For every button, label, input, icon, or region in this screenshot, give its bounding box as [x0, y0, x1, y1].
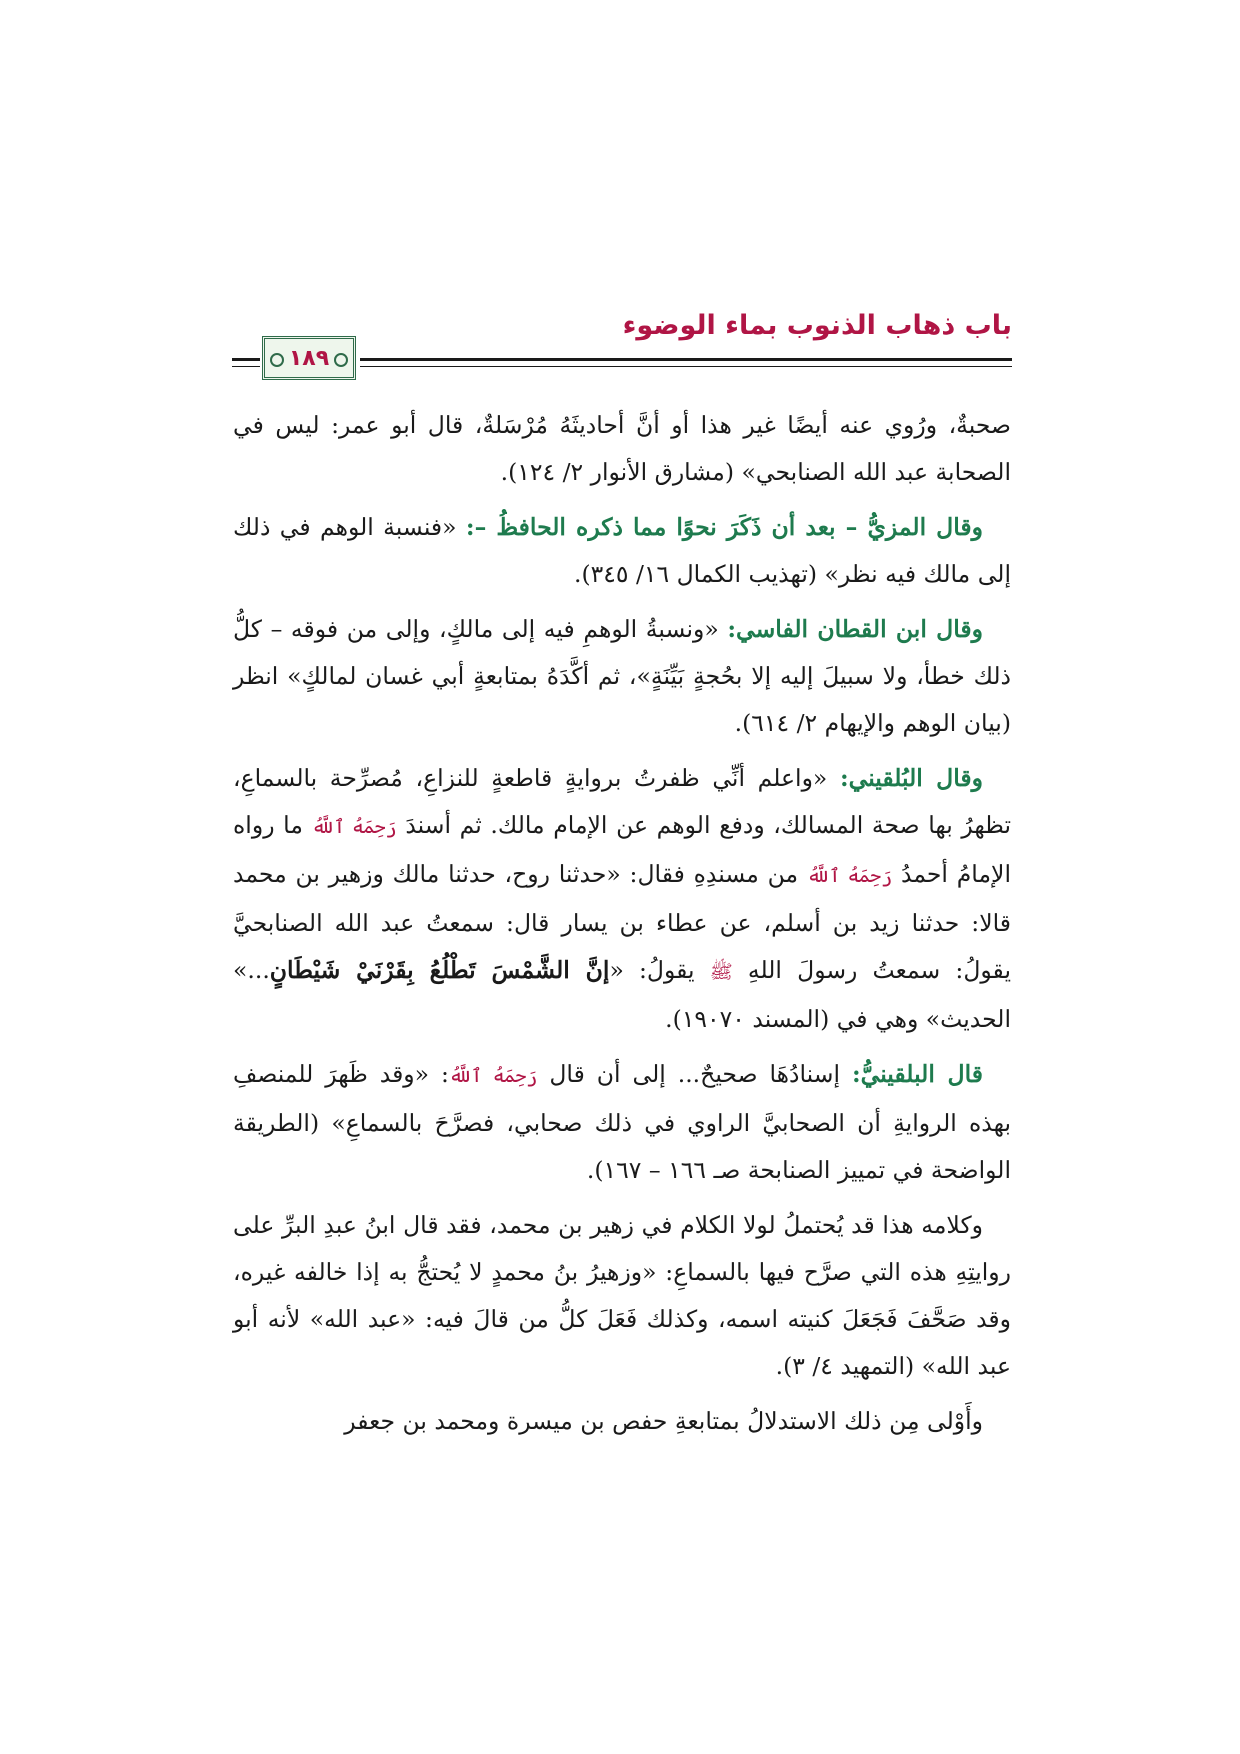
- paragraph-text: ما رواه الإمامُ أحمدُ: [233, 811, 1011, 888]
- rahimahullah-glyph: رَحِمَهُ ٱللَّهُ: [448, 1065, 538, 1087]
- header-rule-right: [360, 358, 1012, 364]
- page-header: [232, 296, 1012, 376]
- paragraph-text: ...» الحديث» وهي في (المسند ١٩٠٧٠).: [233, 956, 1011, 1033]
- header-rule-left: [232, 358, 260, 361]
- paragraph-text: من مسندِهِ فقال: «حدثنا روح، حدثنا مالك وزهير بن محمد قالا: حدثنا زيد بن أسلم، عن عطاء بن يسار قال: سمعتُ عبد الله الصنابحيَّ يقولُ: سمعتُ رسولَ اللهِ: [233, 860, 1011, 984]
- paragraph-6: [233, 1202, 1011, 1390]
- hadith-quote: إنَّ الشَّمْسَ تَطْلُعُ بِقَرْنَيْ شَيْطَانٍ: [269, 956, 610, 984]
- paragraph-text: : «وقد ظَهرَ للمنصفِ بهذه الروايةِ أن الصحابيَّ الراوي في ذلك صحابي، فصرَّحَ بالسماعِ» (الطريقة الواضحة في تمييز الصنابحة صـ ١٦٦ – ١٦٧).: [233, 1060, 1011, 1184]
- paragraph-4: [233, 755, 1011, 1043]
- rahimahullah-glyph: رَحِمَهُ ٱللَّهُ: [806, 865, 893, 887]
- paragraph-1: [233, 402, 1011, 496]
- paragraph-text: يقولُ: «: [609, 956, 695, 984]
- paragraph-text: «واعلم أنِّي ظفرتُ بروايةٍ قاطعةٍ للنزاعِ، مُصرِّحة بالسماعِ، تظهرُ بها صحة المسالك، ودفع الوهم عن الإمام مالك. ثم أسندَ: [233, 764, 1011, 839]
- chapter-title: باب ذهاب الذنوب بماء الوضوء: [622, 310, 1012, 341]
- paragraph-7: [233, 1398, 1011, 1445]
- paragraph-text: وأَوْلى مِن ذلك الاستدلالُ بمتابعةِ حفص بن ميسرة ومحمد بن جعفر: [344, 1407, 983, 1435]
- paragraph-3: [233, 606, 1011, 747]
- paragraph-text: وكلامه هذا قد يُحتملُ لولا الكلام في زهير بن محمد، فقد قال ابنُ عبدِ البرِّ على روايتِهِ هذه التي صرَّح فيها بالسماعِ: «وزهيرُ بنُ محمدٍ لا يُحتجُّ به إذا خالفه غيره، وقد صَحَّفَ فَجَعَلَ كنيته اسمه، وكذلك فَعَلَ كلُّ من قالَ فيه: «عبد الله» لأنه أبو عبد الله» (التمهيد ٤/ ٣).: [233, 1211, 1011, 1380]
- paragraph-2: [233, 504, 1011, 598]
- speaker-lead: وقال المزيُّ – بعد أن ذَكَرَ نحوًا مما ذكره الحافظُ –:: [465, 513, 983, 541]
- header-rule-left-thin: [232, 366, 260, 367]
- header-rule-right-thin: [360, 366, 1012, 367]
- paragraph-text: «فنسبة الوهم في ذلك إلى مالك فيه نظر» (تهذيب الكمال ١٦/ ٣٤٥).: [233, 513, 1011, 588]
- page-number-badge: [262, 336, 356, 380]
- paragraph-text: «ونسبةُ الوهمِ فيه إلى مالكٍ، وإلى من فوقه – كلُّ ذلك خطأ، ولا سبيلَ إليه إلا بحُجةٍ بَيِّنَةٍ»، ثم أكَّدَهُ بمتابعةٍ أبي غسان لمالكٍ» انظر (بيان الوهم والإيهام ٢/ ٦١٤).: [233, 615, 1011, 737]
- salla-allahu-glyph: ﷺ: [709, 961, 733, 983]
- speaker-lead: قال البلقينيُّ:: [851, 1060, 983, 1088]
- paragraph-5: [233, 1051, 1011, 1194]
- page-body: [233, 402, 1011, 1453]
- rahimahullah-glyph: رَحِمَهُ ٱللَّهُ: [311, 816, 397, 838]
- speaker-lead: وقال ابن القطان الفاسي:: [727, 615, 983, 643]
- paragraph-text: صحبةٌ، ورُوي عنه أيضًا غير هذا أو أنَّ أحاديثَهُ مُرْسَلةٌ، قال أبو عمر: ليس في الصحابة عبد الله الصنابحي» (مشارق الأنوار ٢/ ١٢٤).: [233, 411, 1011, 486]
- page-number: ١٨٩: [288, 345, 330, 371]
- paragraph-text: إسنادُهَا صحيحٌ... إلى أن قال: [549, 1060, 840, 1088]
- speaker-lead: وقال البُلقيني:: [839, 764, 983, 792]
